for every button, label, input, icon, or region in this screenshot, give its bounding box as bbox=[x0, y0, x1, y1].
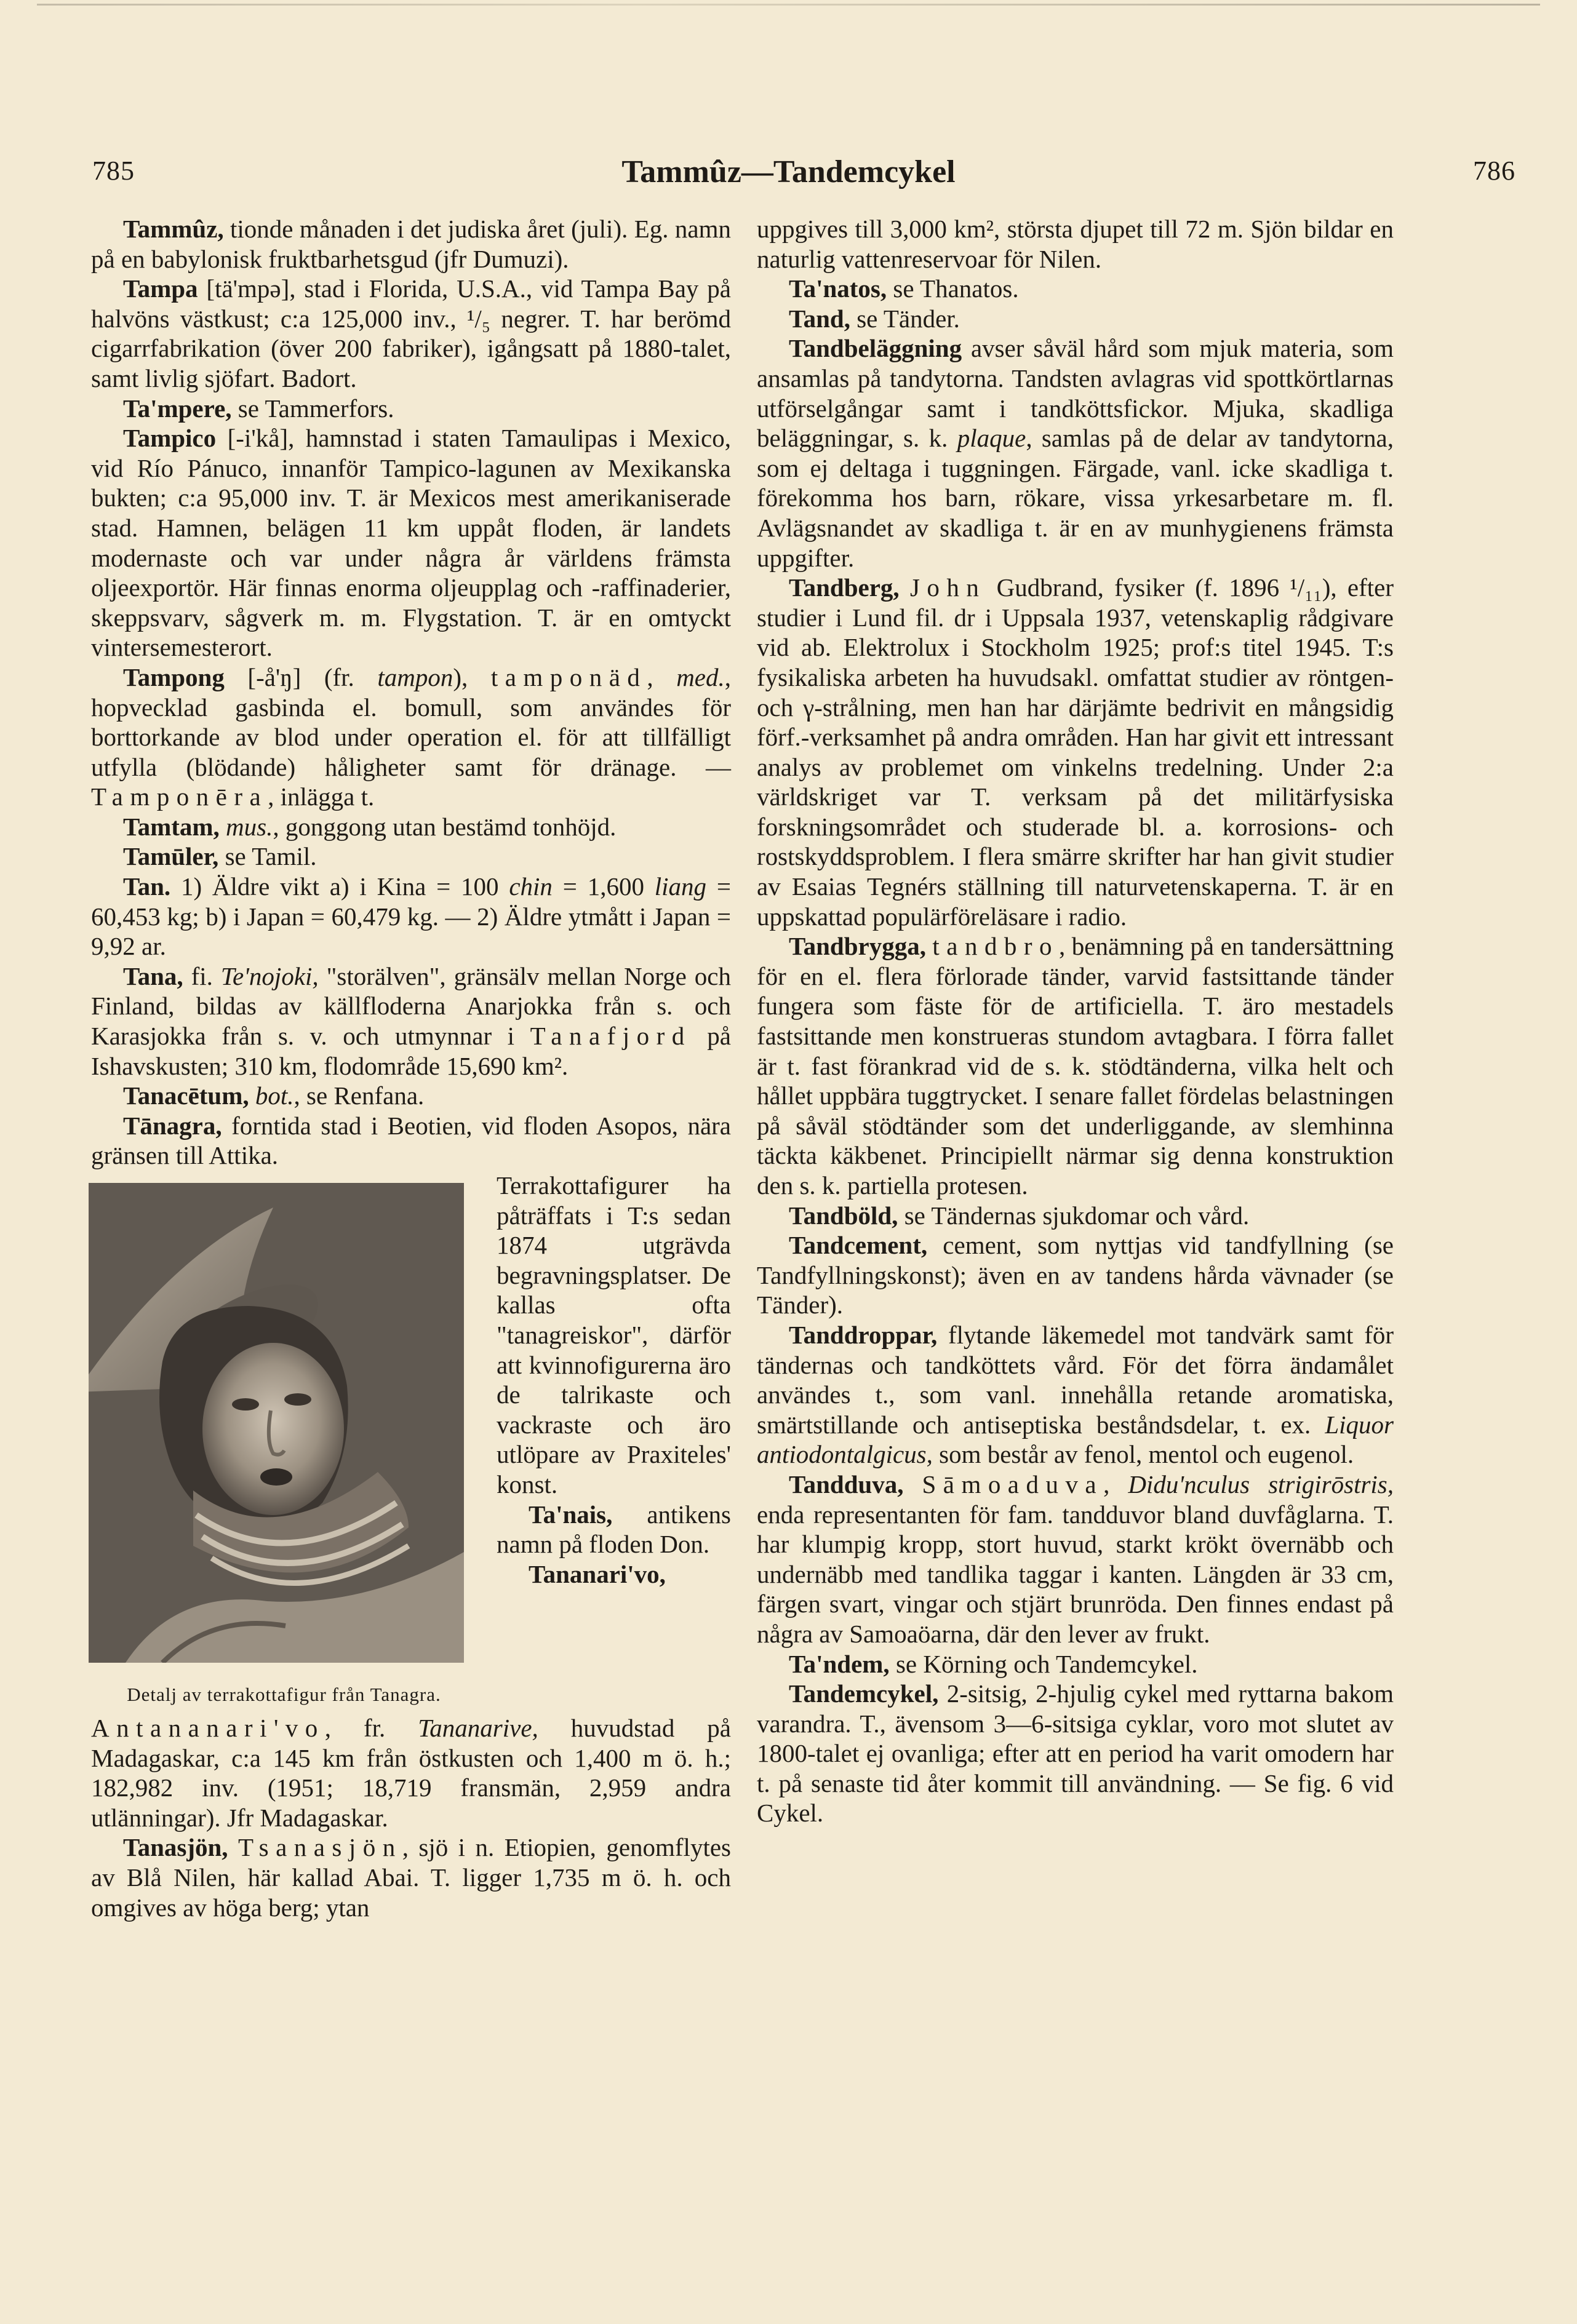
entry-tampa bbox=[91, 274, 731, 393]
terracotta-figure-photo bbox=[89, 1183, 464, 1663]
entry-text: "storälven", gränsälv mellan Norge och Finland, bildas av källfloderna Anarjokka från s. och Karasjokka från s. v. och utmynnar i bbox=[91, 961, 732, 1051]
entry-text bbox=[220, 813, 226, 841]
entry-spaced: tamponäd bbox=[490, 663, 647, 691]
entry-text: forntida stad i Beotien, vid floden Asopos, nära gränsen till Attika. bbox=[91, 1111, 731, 1170]
entry-tandbold bbox=[757, 1201, 1394, 1231]
entry-italic: Didu'nculus strigirōstris, bbox=[1128, 1470, 1394, 1498]
headword: Tanacētum, bbox=[123, 1081, 249, 1110]
entry-text: , sjö i n. Etiopien, genomflytes av Blå Nilen, här kallad Abai. T. ligger 1,735 m ö. h. och omgives av höga berg; ytan bbox=[91, 1833, 731, 1922]
entry-text: avser såväl hård som mjuk materia, som ansamlas på tandytorna. Tandsten avlagras vid spottkörtlarnas utförselgångar samt i tandköttsfickor. Mjuka, skadliga beläggningar, s. k. bbox=[757, 334, 1394, 453]
figure bbox=[89, 1176, 479, 1707]
right-column bbox=[757, 214, 1394, 1828]
entry-italic: plaque bbox=[957, 424, 1026, 453]
headword: Tamūler, bbox=[123, 842, 219, 871]
headword: Tandbeläggning bbox=[789, 334, 962, 363]
scan-edge bbox=[37, 4, 1540, 6]
entry-tandberg bbox=[757, 573, 1394, 931]
entry-tanagra bbox=[91, 1111, 731, 1171]
entry-tana bbox=[91, 961, 731, 1081]
entry-text: , fr. bbox=[324, 1714, 418, 1742]
page-number-left: 785 bbox=[92, 156, 135, 186]
entry-text: ), bbox=[453, 663, 491, 691]
entry-text: på Ishavskusten; 310 km, flodområde 15,690 km². bbox=[91, 1022, 731, 1080]
entry-italic: tampon bbox=[377, 663, 453, 691]
entry-tamuler bbox=[91, 842, 731, 872]
entry-spaced: Tanafjord bbox=[530, 1022, 692, 1051]
headword: Tānagra, bbox=[123, 1111, 222, 1140]
entry-italic: Tananarive, bbox=[418, 1714, 538, 1742]
headword: Tampong bbox=[123, 663, 225, 691]
entry-text: 1) Äldre vikt a) i Kina = 100 bbox=[170, 872, 509, 901]
headword: Ta'nais, bbox=[529, 1500, 613, 1529]
entry-italic: liang bbox=[654, 872, 707, 901]
entry-italic: mus. bbox=[226, 812, 273, 841]
entry-tandbrygga bbox=[757, 931, 1394, 1200]
entry-text bbox=[904, 1470, 922, 1498]
headword: Tamtam, bbox=[123, 812, 220, 841]
entry-text: se Tändernas sjukdomar och vård. bbox=[898, 1201, 1250, 1230]
entry-tammuz bbox=[91, 214, 731, 274]
headword: Tandbrygga, bbox=[789, 932, 926, 961]
entry-text: tionde månaden i det judiska året (juli). Eg. namn på en babylonisk fruktbarhetsgud (jfr Dumuzi). bbox=[91, 215, 731, 273]
entry-text: Terrakottafigurer ha påträffats i T:s sedan 1874 utgrävda begravningsplatser. De kallas ofta "tanagreiskor", därför att kvinnofigurerna äro de talrikaste och vackraste och äro utlöpare av Praxiteles' konst. bbox=[497, 1171, 731, 1498]
entry-text: cement, som nyttjas vid tandfyllning (se Tandfyllningskonst); även en av tandens hårda vävnader (se Tänder). bbox=[757, 1231, 1394, 1319]
running-head: Tammûz—Tandemcykel bbox=[621, 154, 956, 189]
entry-text bbox=[249, 1081, 255, 1110]
headword: Tandemcykel, bbox=[789, 1679, 939, 1708]
entry-tampong bbox=[91, 663, 731, 812]
entry-tanacetum bbox=[91, 1081, 731, 1111]
entry-text: som består av fenol, mentol och eugenol. bbox=[932, 1440, 1354, 1469]
entry-tanasjon bbox=[91, 1833, 731, 1922]
entry-text bbox=[228, 1833, 238, 1861]
headword: Tandberg, bbox=[789, 573, 900, 602]
entry-text: se Körning och Tandemcykel. bbox=[889, 1649, 1198, 1678]
entry-text: , bbox=[1103, 1470, 1128, 1498]
entry-text: , inlägga t. bbox=[268, 782, 375, 811]
entry-spaced: Antananari'vo bbox=[91, 1714, 325, 1742]
entry-tanatos bbox=[757, 274, 1394, 304]
entry-tan bbox=[91, 872, 731, 961]
entry-text: enda representanten för fam. tandduvor bland duvfåglarna. T. har klumpig kropp, stort huvud, starkt krökt övernäbb och undernäbb med tandlika taggar i kanten. Längden är 33 cm, färgen svart, vingar och stjärt brunröda. Den finnes endast på några av Samoaöarna, där den lever av frukt. bbox=[757, 1500, 1394, 1648]
entry-text: Gudbrand, fysiker (f. 1896 ¹/₁₁), efter studier i Lund fil. dr i Uppsala 1937, vetenskaplig rådgivare vid ab. Elektrolux i Stockholm 1925; prof:s titel 1945. T:s fysikaliska arbeten ha huvudsakl. omfattat studier av röntgen- och γ-strålning, men han har därjämte bedrivit en mångsidig förf.-verksamhet på andra områden. Han har givit ett intressant analys av problemet om vinkelns tredelning. Under 2:a världskriget var T. verksam på det militärfysiska forskningsområdet och studerade bl. a. korrosions- och rostskyddsproblem. I flera smärre skrifter har han givit studier av Esaias Tegnérs ställning till naturvetenskaperna. T. är en uppskattad populärföreläsare i radio. bbox=[757, 573, 1394, 931]
headword: Tanasjön, bbox=[123, 1833, 228, 1862]
entry-italic: Liquor antiodontalgicus, bbox=[757, 1410, 1394, 1469]
entry-spaced: Tsanasjön bbox=[238, 1833, 402, 1862]
entry-italic: Te'nojoki, bbox=[220, 961, 319, 990]
entry-text: fi. bbox=[183, 961, 221, 990]
entry-tampico bbox=[91, 423, 731, 663]
entry-text: se Tamil. bbox=[218, 842, 317, 871]
entry-spaced: John bbox=[909, 573, 986, 602]
entry-tandbelaggning bbox=[757, 333, 1394, 573]
headword: Tanddroppar, bbox=[789, 1320, 938, 1349]
entry-tand bbox=[757, 304, 1394, 334]
page-header bbox=[0, 148, 1577, 197]
figure-caption: Detalj av terrakottafigur från Tanagra. bbox=[127, 1684, 441, 1705]
entry-text: , gonggong utan bestämd tonhöjd. bbox=[273, 812, 617, 841]
left-column bbox=[91, 214, 731, 1922]
entry-italic: chin bbox=[509, 872, 553, 901]
page-number-right: 786 bbox=[1473, 156, 1515, 186]
headword: Ta'ndem, bbox=[789, 1649, 890, 1678]
headword: Tand, bbox=[789, 304, 850, 333]
entry-tandemcykel bbox=[757, 1679, 1394, 1828]
entry-spaced: Sāmoaduva bbox=[922, 1470, 1104, 1498]
entry-tandduva bbox=[757, 1470, 1394, 1649]
entry-text: antikens namn på floden Don. bbox=[497, 1500, 731, 1559]
entry-tamtam bbox=[91, 812, 731, 842]
entry-text: , hopvecklad gasbinda el. bomull, som användes för borttorkande av blod under operation el. för att tillfälligt utfylla (blödande) håligheter samt för dränage. — bbox=[91, 663, 731, 781]
entry-text: uppgives till 3,000 km², största djupet till 72 m. Sjön bildar en naturlig vattenreservoar för Nilen. bbox=[757, 215, 1394, 273]
entry-tandem bbox=[757, 1649, 1394, 1679]
entry-italic: med. bbox=[676, 663, 725, 691]
entry-text: , benämning på en tandersättning för en el. flera förlorade tänder, varvid fastsittande tänder fungera som fäste för de artificiella. T. äro mestadels fastsittande men konstrueras stundom avtagbara. I förra fallet är t. fast förankrad vid de s. k. stödtänderna, vilka helt och hållet uppbära tuggtrycket. I senare fallet fördelas belastningen på såväl stödtänder som det underliggande, av slemhinna täckta käkbenet. Principiellt närmar sig denna konstruktion den s. k. partiella protesen. bbox=[757, 932, 1394, 1200]
entry-spaced: Tamponēra bbox=[91, 782, 268, 811]
entry-text bbox=[926, 932, 932, 960]
headword: Tampa bbox=[123, 274, 198, 303]
entry-text bbox=[900, 573, 910, 602]
entry-text: se Tänder. bbox=[850, 304, 960, 333]
headword: Tampico bbox=[123, 424, 217, 453]
entry-italic: bot. bbox=[255, 1081, 294, 1110]
headword: Tan. bbox=[123, 872, 171, 901]
entry-tampere bbox=[91, 394, 731, 424]
entry-text: flytande läkemedel mot tandvärk samt för tändernas och tandköttets vård. För det förra ändamålet användes t., som vanl. innehålla retande aromatiska, smärtstillande och antiseptiska beståndsdelar, t. ex. bbox=[757, 1320, 1394, 1439]
headword: Tammûz, bbox=[123, 215, 224, 243]
entry-tanddroppar bbox=[757, 1320, 1394, 1470]
entry-text: = 1,600 bbox=[552, 872, 655, 901]
headword: Tana, bbox=[123, 961, 183, 990]
entry-spaced: tandbro bbox=[932, 932, 1060, 961]
entry-text: = 60,453 kg; b) i Japan = 60,479 kg. — 2) Äldre ytmått i Japan = 9,92 ar. bbox=[91, 872, 732, 961]
entry-text: se Thanatos. bbox=[887, 274, 1019, 303]
entry-text: [-i'kå], hamnstad i staten Tamaulipas i Mexico, vid Río Pánuco, innanför Tampico-lagunen av Mexikanska bukten; c:a 95,000 inv. T. är Mexicos mest amerikaniserade stad. Hamnen, belägen 11 km uppåt floden, är landets modernaste och var under några år världens främsta oljeexportör. Här finnas enorma oljeupplag och -raffinaderier, skeppsvarv, sågverk m. m. Flygstation. T. är en omtyckt vintersemesterort. bbox=[91, 424, 731, 662]
entry-text: se Tammerfors. bbox=[231, 394, 394, 423]
headword: Tandböld, bbox=[789, 1201, 898, 1230]
entry-text: , bbox=[647, 663, 677, 691]
headword: Tananari'vo, bbox=[529, 1559, 666, 1588]
entry-text: , samlas på de delar av tandytorna, som ej deltaga i tuggningen. Färgade, vanl. icke skadliga t. förekomma hos barn, rökare, vissa yrkesarbetare m. fl. Avlägsnandet av skadliga t. är en av munhygienens främsta uppgifter. bbox=[757, 424, 1394, 572]
entry-continuation bbox=[757, 214, 1394, 274]
entry-text: , se Renfana. bbox=[293, 1081, 425, 1110]
entry-text: [tä'mpə], stad i Florida, U.S.A., vid Tampa Bay på halvöns västkust; c:a 125,000 inv., ¹/₅ negrer. T. har berömd cigarrfabrikation (över 200 fabriker), igångsatt på 1880-talet, samt livlig sjöfart. Badort. bbox=[91, 274, 731, 392]
entry-text: huvudstad på Madagaskar, c:a 145 km från östkusten och 1,400 m ö. h.; 182,982 inv. (1951; 18,719 fransmän, 2,959 andra utlänningar). Jfr Madagaskar. bbox=[91, 1714, 731, 1832]
figure-illustration bbox=[89, 1183, 464, 1663]
entry-text: [-å'ŋ] (fr. bbox=[224, 663, 378, 691]
headword: Tandduva, bbox=[789, 1470, 904, 1498]
entry-tandcement bbox=[757, 1230, 1394, 1320]
headword: Ta'natos, bbox=[789, 274, 887, 303]
headword: Ta'mpere, bbox=[123, 394, 232, 423]
entry-text: 2-sitsig, 2-hjulig cykel med ryttarna bakom varandra. T., ävensom 3—6-sitsiga cyklar, voro mot slutet av 1800-talet ej ovanliga; efter att en period ha varit omodern har t. på senaste tid åter kommit till användning. — Se fig. 6 vid Cykel. bbox=[757, 1679, 1394, 1828]
headword: Tandcement, bbox=[789, 1231, 928, 1260]
